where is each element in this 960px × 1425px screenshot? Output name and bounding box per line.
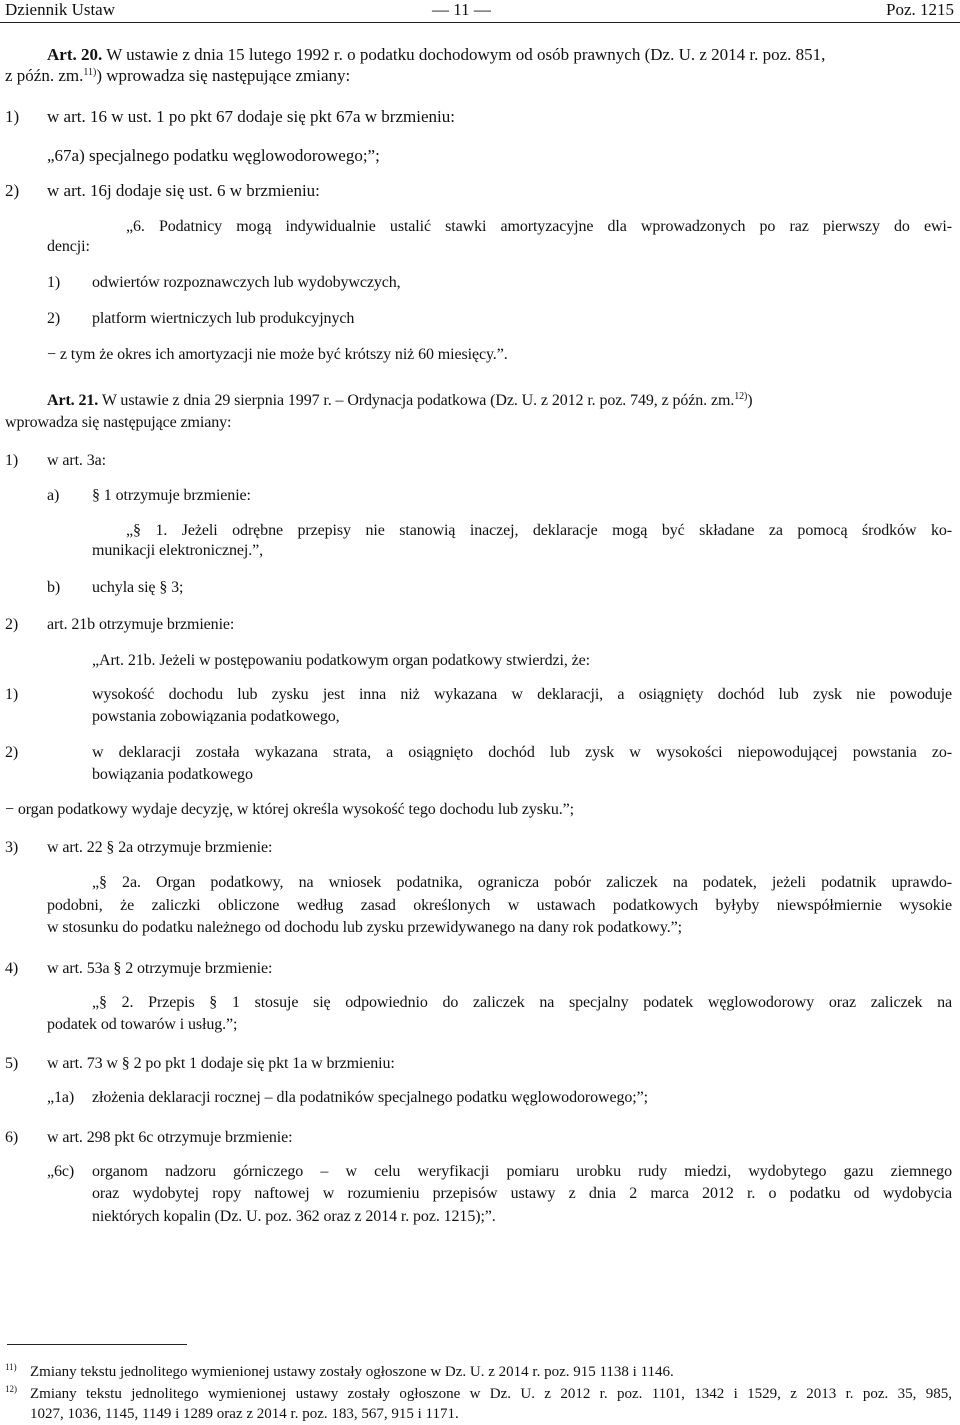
art21-point-3: w art. 22 § 2a otrzymuje brzmienie:	[47, 839, 273, 856]
position-number: Poz. 1215	[886, 0, 954, 19]
art20-point-2-num: 2)	[5, 181, 20, 200]
art20-point-2-tail: − z tym że okres ich amortyzacji nie może być krótszy niż 60 miesięcy.”.	[47, 346, 508, 363]
art20-point-2-quote-line2: dencji:	[47, 238, 90, 255]
footnote-rule	[7, 1344, 187, 1345]
art21-point-1a: § 1 otrzymuje brzmienie:	[92, 487, 251, 504]
art20-point-1-num: 1)	[5, 107, 20, 126]
art20-subitem-2: platform wiertniczych lub produkcyjnych	[92, 310, 355, 327]
art20-point-2-quote-line1: „6. Podatnicy mogą indywidualnie ustalić stawki amortyzacyjne dla wprowadzonych po raz pierwszy do ewi-	[126, 218, 952, 235]
footnote-12-text-line2: 1027, 1036, 1145, 1149 i 1289 oraz z 2014 r. poz. 183, 567, 915 i 1171.	[30, 1406, 459, 1422]
art21-intro-line1: Art. 21. W ustawie z dnia 29 sierpnia 1997 r. – Ordynacja podatkowa (Dz. U. z 2012 r. poz. 749, z późn. zm.$^{12)}$)	[47, 391, 753, 409]
art21-intro-text: W ustawie z dnia 29 sierpnia 1997 r. – Ordynacja podatkowa (Dz. U. z 2012 r. poz. 749, z późn. zm.	[101, 392, 735, 409]
art20-intro-text: W ustawie z dnia 15 lutego 1992 r. o podatku dochodowym od osób prawnych (Dz. U. z 2014 r. poz. 851,	[106, 45, 826, 64]
art20-intro-line2: z późn. zm.$^{11)}$) wprowadza się następujące zmiany:	[5, 66, 351, 85]
footnote-11-text: Zmiany tekstu jednolitego wymienionej ustawy zostały ogłoszone w Dz. U. z 2014 r. poz. 915 1138 i 1146.	[30, 1364, 674, 1380]
footnote-ref-11: 11)	[83, 67, 97, 78]
art21-point-2-num: 2)	[5, 616, 19, 633]
art21-subitem-1-line2: powstania zobowiązania podatkowego,	[92, 708, 340, 725]
art20-point-1: w art. 16 w ust. 1 po pkt 67 dodaje się pkt 67a w brzmieniu:	[47, 107, 455, 126]
footnote-ref-12: 12)	[734, 391, 748, 402]
art21-point-6-quote-line3: niektórych kopalin (Dz. U. poz. 362 oraz z 2014 r. poz. 1215);”.	[92, 1208, 496, 1225]
art21-intro-line2: wprowadza się następujące zmiany:	[5, 414, 232, 431]
page-number: — 11 —	[432, 0, 491, 19]
header-rule	[0, 22, 960, 23]
art21-point-5-num: 5)	[5, 1055, 19, 1072]
art20-subitem-1-num: 1)	[47, 274, 61, 291]
art21-point-6-quote-line2: oraz wydobytej ropy naftowej w rozumieniu przepisów ustawy z dnia 2 marca 2012 r. o podatku od wydobycia	[92, 1185, 952, 1202]
footnote-12	[5, 1384, 17, 1404]
art21-point-2: art. 21b otrzymuje brzmienie:	[47, 616, 235, 633]
art21-subitem-2-num: 2)	[5, 744, 19, 761]
art21-point-1b: uchyla się § 3;	[92, 579, 184, 596]
art21-point-4: w art. 53a § 2 otrzymuje brzmienie:	[47, 960, 273, 977]
art21-point-3-quote-line3: w stosunku do podatku należnego od dochodu lub zysku przewidywanego na dany rok podatkowy.”;	[47, 919, 682, 936]
art20-intro-line1	[47, 45, 825, 65]
art21-subitem-1-line1: wysokość dochodu lub zysku jest inna niż wykazana w deklaracji, a osiągnięty dochód lub zysk nie powoduje	[92, 686, 952, 703]
art21-point-5-quote-num: „1a)	[47, 1089, 75, 1106]
art21-point-2-quote: „Art. 21b. Jeżeli w postępowaniu podatkowym organ podatkowy stwierdzi, że:	[92, 652, 590, 669]
art21-point-2-tail: − organ podatkowy wydaje decyzję, w której określa wysokość tego dochodu lub zysku.”;	[5, 801, 574, 818]
art21-point-4-num: 4)	[5, 960, 19, 977]
art21-point-6: w art. 298 pkt 6c otrzymuje brzmienie:	[47, 1129, 293, 1146]
art20-label: Art. 20.	[47, 45, 103, 64]
footnote-11	[5, 1362, 674, 1382]
art21-subitem-2-line1: w deklaracji została wykazana strata, a osiągnięto dochód lub zysk w wysokości niepowodującej powstania zo-	[92, 744, 952, 761]
journal-title: Dziennik Ustaw	[5, 0, 116, 19]
art21-subitem-2-line2: bowiązania podatkowego	[92, 766, 253, 783]
art20-subitem-1: odwiertów rozpoznawczych lub wydobywczych,	[92, 274, 401, 291]
art21-point-5: w art. 73 w § 2 po pkt 1 dodaje się pkt 1a w brzmieniu:	[47, 1055, 395, 1072]
art21-subitem-1-num: 1)	[5, 686, 19, 703]
art21-point-3-quote-line1: „§ 2a. Organ podatkowy, na wniosek podatnika, ogranicza pobór zaliczek na podatek, jeżeli podatnik uprawdo-	[92, 874, 952, 891]
art21-point-1: w art. 3a:	[47, 452, 106, 469]
art21-point-5-quote: złożenia deklaracji rocznej – dla podatników specjalnego podatku węglowodorowego;”;	[92, 1089, 648, 1106]
art21-point-1-num: 1)	[5, 452, 19, 469]
art21-point-6-num: 6)	[5, 1129, 19, 1146]
art21-point-6-quote-line1: organom nadzoru górniczego – w celu weryfikacji pomiaru urobku rudy miedzi, wydobytego gazu ziemnego	[92, 1163, 952, 1180]
footnote-12-text-line1: Zmiany tekstu jednolitego wymienionej ustawy zostały ogłoszone w Dz. U. z 2012 r. poz. 1101, 1342 i 1529, z 2013 r. poz. 35, 985,	[30, 1386, 952, 1402]
art20-point-2: w art. 16j dodaje się ust. 6 w brzmieniu:	[47, 181, 320, 200]
art20-point-1-quote: „67a) specjalnego podatku węglowodorowego;”;	[47, 146, 380, 165]
art21-point-1b-num: b)	[47, 579, 61, 596]
footnote-12-mark: 12)	[5, 1384, 17, 1394]
art21-point-4-quote-line1: „§ 2. Przepis § 1 stosuje się odpowiednio do zaliczek na specjalny podatek węglowodorowy oraz zaliczek na	[92, 994, 952, 1011]
footnote-11-mark: 11)	[5, 1362, 17, 1372]
art21-point-3-num: 3)	[5, 839, 19, 856]
art21-point-1a-quote-line2: munikacji elektronicznej.”,	[92, 542, 264, 559]
art21-point-1a-num: a)	[47, 487, 60, 504]
art21-point-6-quote-num: „6c)	[47, 1163, 75, 1180]
art20-subitem-2-num: 2)	[47, 310, 61, 327]
art21-point-3-quote-line2: podobni, że zaliczki obliczone według zasad określonych w ustawach podatkowych byłyby niewspółmiernie wysokie	[47, 897, 952, 914]
art21-point-1a-quote-line1: „§ 1. Jeżeli odrębne przepisy nie stanowią inaczej, deklaracje mogą być składane za pomocą środków ko-	[126, 522, 952, 539]
art21-point-4-quote-line2: podatek od towarów i usług.”;	[47, 1016, 238, 1033]
art21-label: Art. 21.	[47, 392, 99, 409]
